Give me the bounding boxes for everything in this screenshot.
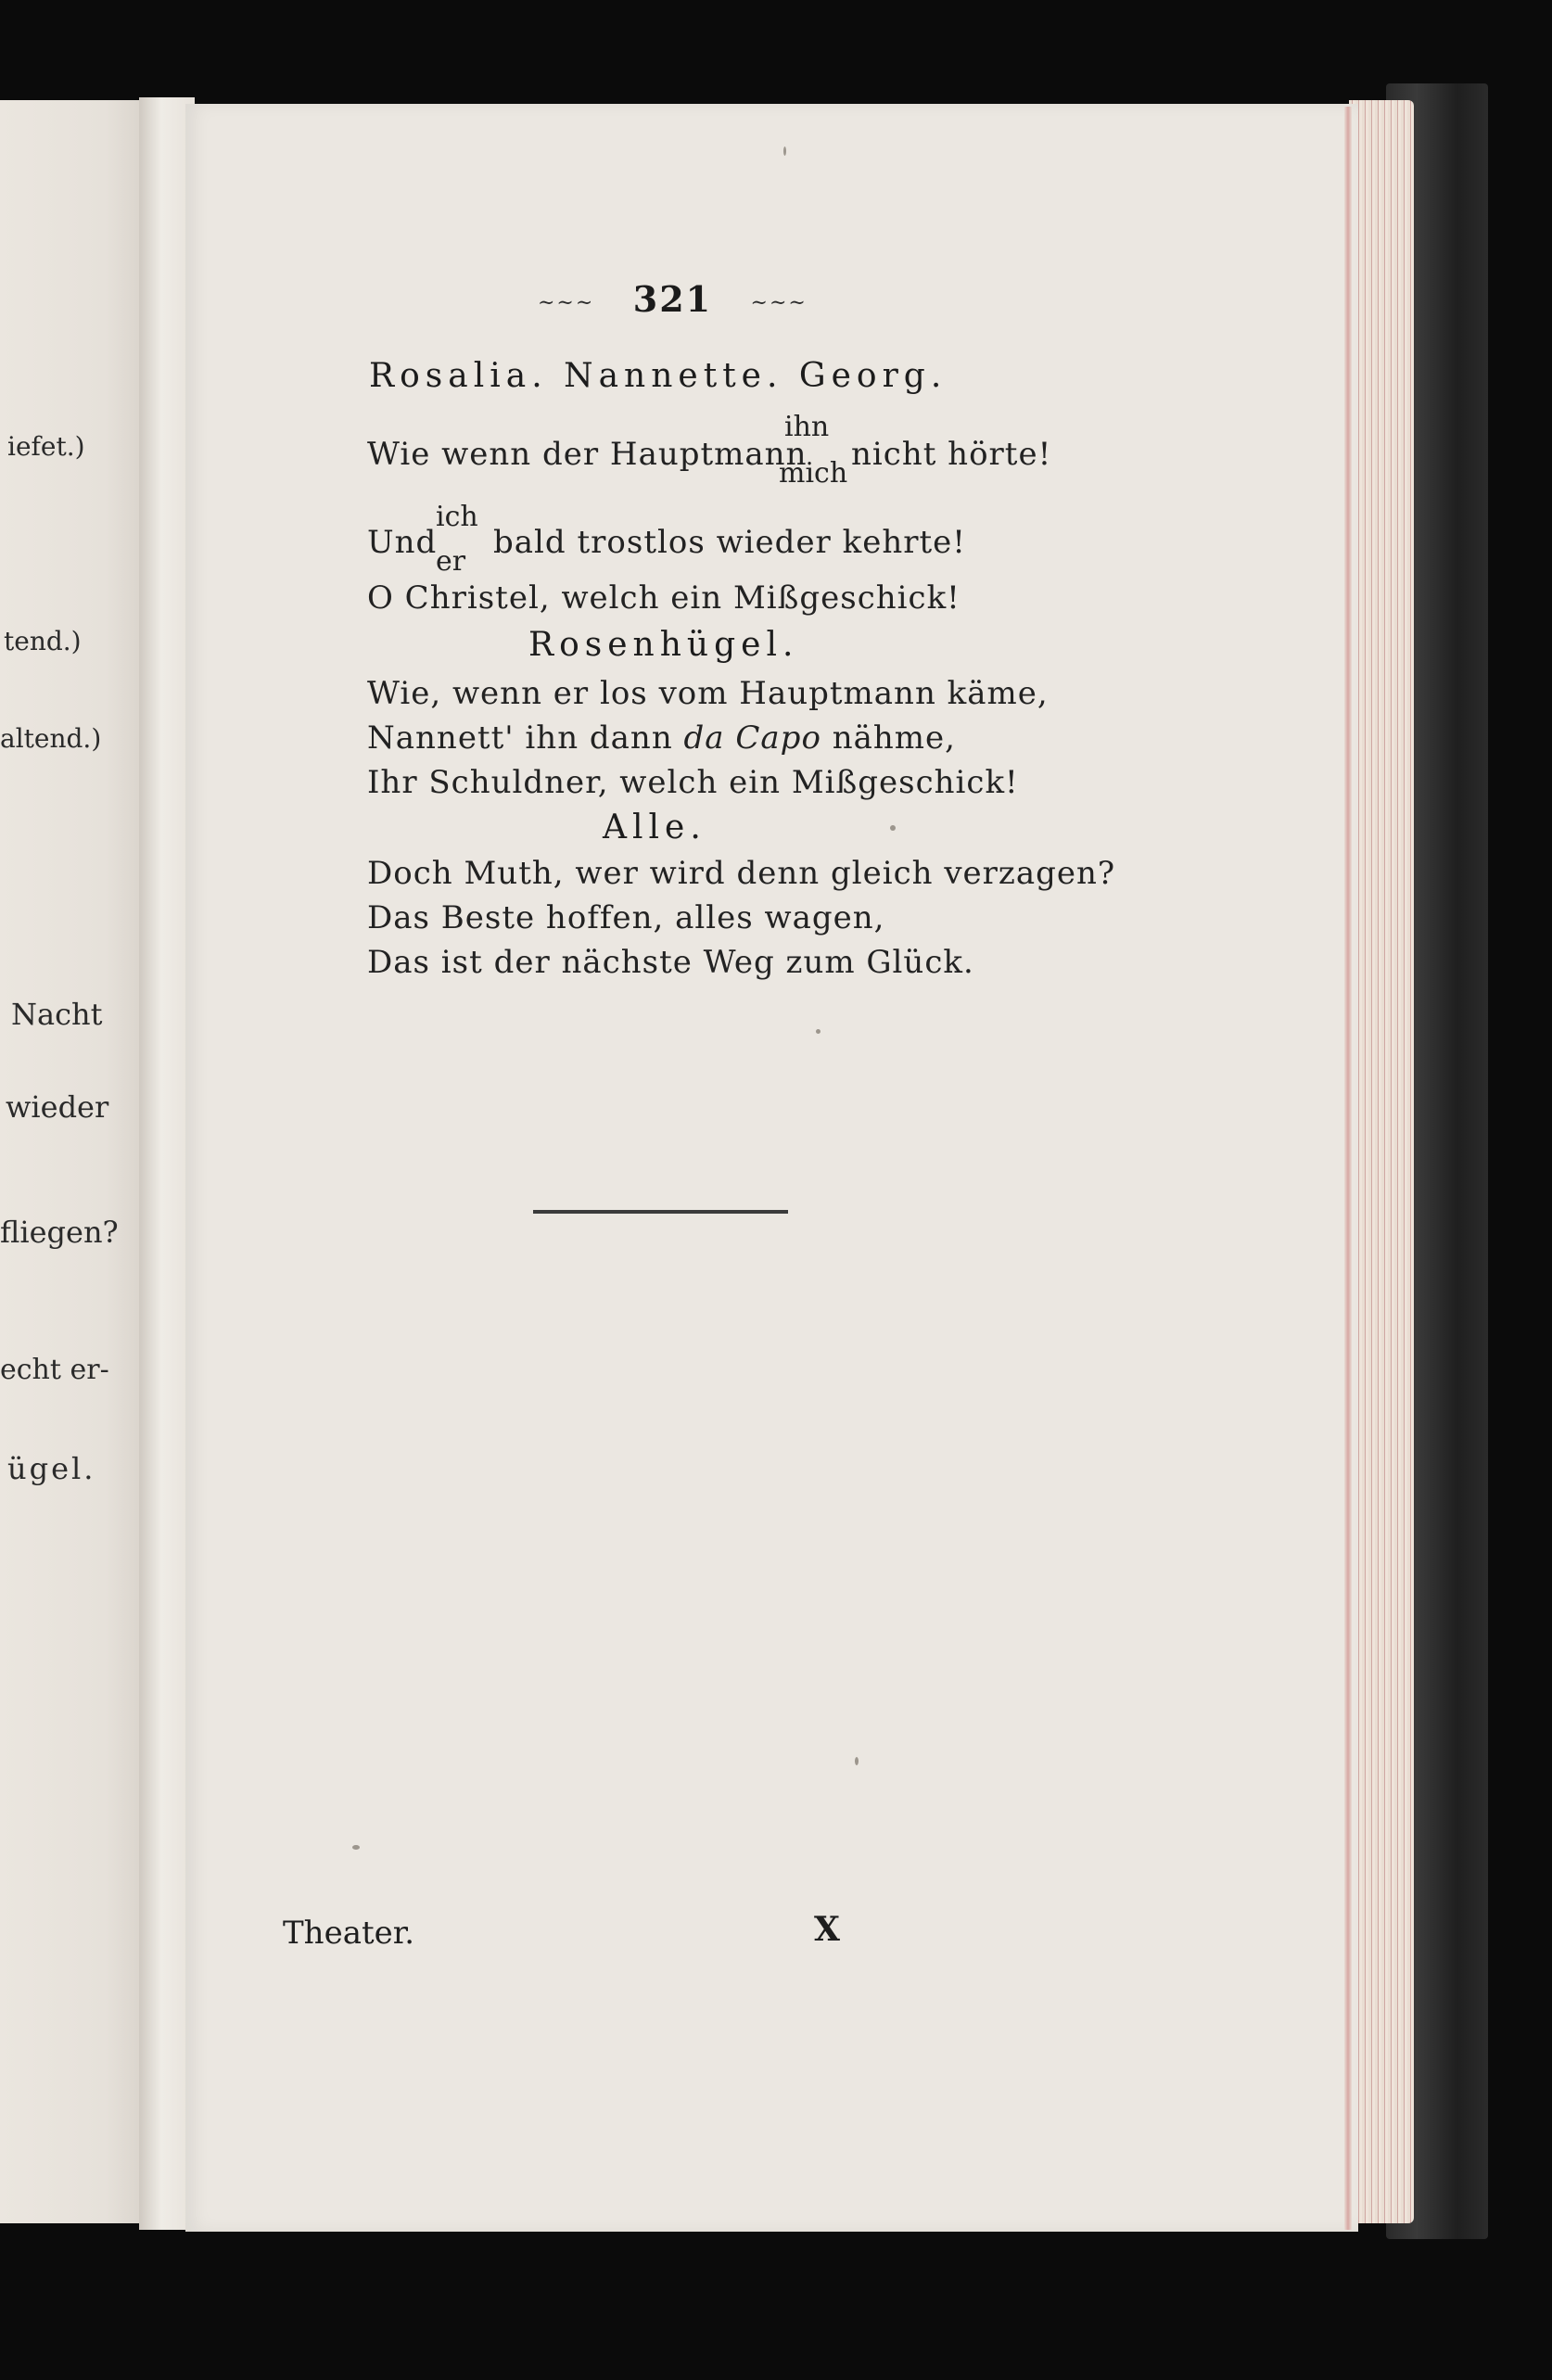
verse-variant-top: ihn (784, 411, 830, 443)
verse-line: bald trostlos wieder kehrte! (493, 524, 966, 561)
left-fragment: wieder (6, 1089, 109, 1125)
verse-line: Doch Muth, wer wird denn gleich verzagen? (367, 855, 1116, 892)
ornament-right: ~~~ (750, 291, 808, 315)
verse-line: Wie wenn der Hauptmann (367, 436, 808, 473)
paper-speck (855, 1757, 859, 1765)
page-number: 321 (632, 278, 713, 320)
verse-line (367, 719, 956, 757)
verse-line: nicht hörte! (851, 436, 1052, 473)
page-stack-edge (1349, 100, 1414, 2223)
paper-speck (890, 825, 896, 831)
verse-line: Das Beste hoffen, alles wagen, (367, 899, 885, 936)
left-fragment: ügel. (7, 1451, 96, 1486)
verse-variant-top: ich (436, 501, 478, 533)
left-fragment: tend.) (4, 626, 82, 656)
verse-text: nähme, (832, 719, 956, 757)
closing-rule (533, 1210, 788, 1214)
verse-text: Nannett' ihn dann (367, 719, 673, 757)
verse-variant-bottom: mich (779, 457, 848, 490)
right-page (185, 104, 1358, 2232)
verse-line: O Christel, welch ein Mißgeschick! (367, 579, 960, 617)
left-fragment: Nacht (11, 997, 103, 1032)
left-fragment: iefet.) (7, 431, 85, 462)
speaker-heading: Rosenhügel. (528, 626, 799, 664)
signature-mark: Theater. (283, 1915, 415, 1952)
verse-line: Das ist der nächste Weg zum Glück. (367, 944, 974, 981)
paper-speck (352, 1845, 360, 1850)
verse-line: Ihr Schuldner, welch ein Mißgeschick! (367, 764, 1019, 801)
verse-italic: da Capo (683, 719, 821, 757)
verse-line: Und (367, 524, 438, 561)
left-fragment: echt er- (0, 1354, 109, 1386)
speaker-heading: Rosalia. Nannette. Georg. (369, 357, 948, 395)
paper-speck (783, 146, 786, 156)
left-fragment: altend.) (0, 723, 102, 754)
gathering-mark: X (814, 1910, 840, 1949)
paper-speck (816, 1029, 821, 1034)
ornament-left: ~~~ (538, 291, 595, 315)
page-red-edge (1344, 107, 1352, 2230)
page-header (538, 278, 808, 320)
speaker-heading: Alle. (603, 808, 706, 846)
left-page (0, 100, 150, 2223)
verse-variant-bottom: er (436, 545, 466, 578)
left-fragment: fliegen? (0, 1215, 119, 1250)
verse-line: Wie, wenn er los vom Hauptmann käme, (367, 675, 1049, 712)
